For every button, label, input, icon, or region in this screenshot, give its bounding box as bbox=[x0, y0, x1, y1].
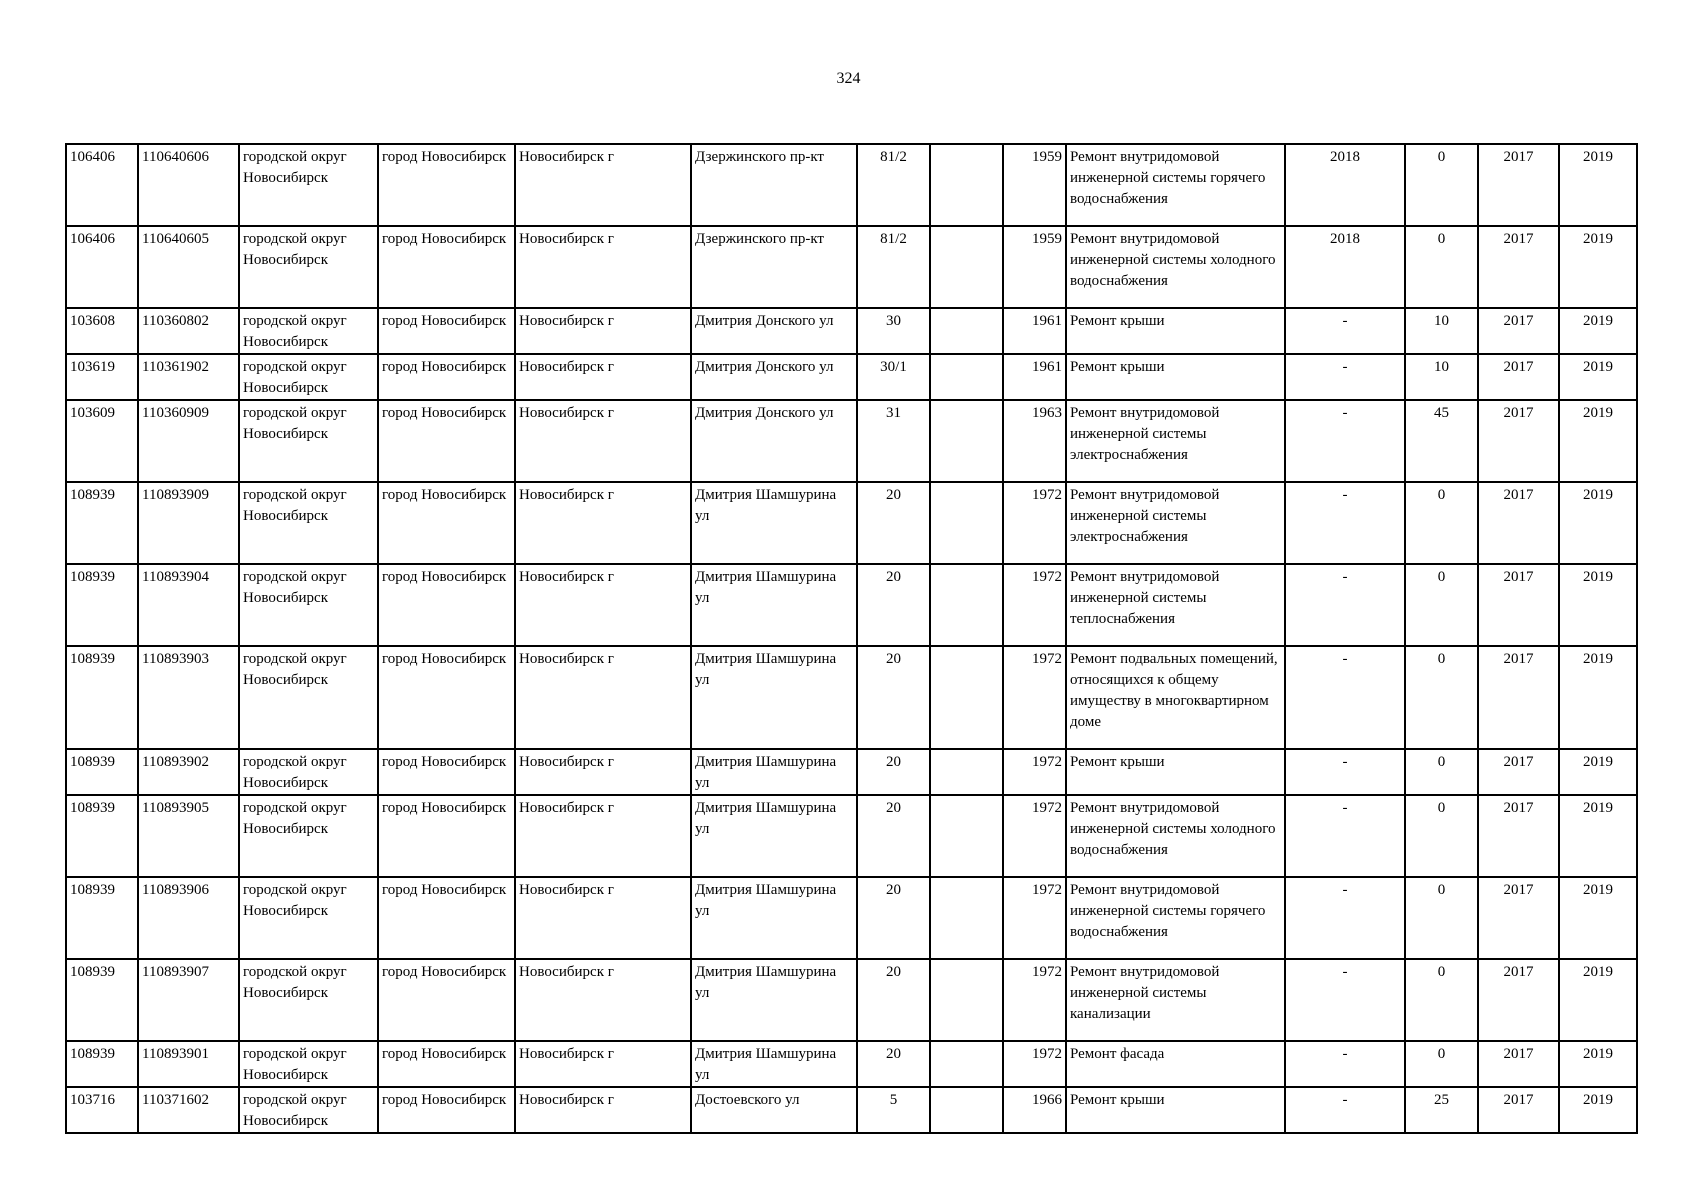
cell-plan-end: 2019 bbox=[1559, 400, 1637, 482]
cell-work-type: Ремонт подвальных помещений, относящихся к общему имуществу в многоквартирном доме bbox=[1066, 646, 1285, 749]
cell-street: Дмитрия Донского ул bbox=[691, 308, 857, 354]
cell-year: 1972 bbox=[1003, 959, 1066, 1041]
cell-id: 103716 bbox=[66, 1087, 138, 1133]
cell-street: Дмитрия Шамшурина ул bbox=[691, 795, 857, 877]
cell-plan-end: 2019 bbox=[1559, 354, 1637, 400]
cell-building bbox=[930, 1041, 1003, 1087]
cell-locality: Новосибирск г bbox=[515, 1041, 691, 1087]
cell-year: 1966 bbox=[1003, 1087, 1066, 1133]
cell-house: 31 bbox=[857, 400, 930, 482]
cell-previous-repair-year: - bbox=[1285, 354, 1405, 400]
cell-wear: 0 bbox=[1405, 226, 1478, 308]
cell-plan-start: 2017 bbox=[1478, 646, 1559, 749]
cell-district: городской округ Новосибирск bbox=[239, 144, 378, 226]
cell-house: 20 bbox=[857, 877, 930, 959]
cell-code: 110893901 bbox=[138, 1041, 239, 1087]
cell-plan-start: 2017 bbox=[1478, 400, 1559, 482]
cell-id: 106406 bbox=[66, 144, 138, 226]
cell-year: 1972 bbox=[1003, 749, 1066, 795]
cell-plan-end: 2019 bbox=[1559, 482, 1637, 564]
cell-work-type: Ремонт внутридомовой инженерной системы горячего водоснабжения bbox=[1066, 877, 1285, 959]
cell-street: Достоевского ул bbox=[691, 1087, 857, 1133]
cell-work-type: Ремонт внутридомовой инженерной системы канализации bbox=[1066, 959, 1285, 1041]
cell-plan-end: 2019 bbox=[1559, 564, 1637, 646]
cell-building bbox=[930, 1087, 1003, 1133]
cell-year: 1961 bbox=[1003, 308, 1066, 354]
cell-id: 108939 bbox=[66, 564, 138, 646]
cell-plan-start: 2017 bbox=[1478, 959, 1559, 1041]
cell-wear: 0 bbox=[1405, 482, 1478, 564]
cell-plan-end: 2019 bbox=[1559, 1041, 1637, 1087]
cell-year: 1972 bbox=[1003, 795, 1066, 877]
table-row bbox=[66, 354, 1637, 400]
cell-id: 106406 bbox=[66, 226, 138, 308]
cell-district: городской округ Новосибирск bbox=[239, 226, 378, 308]
cell-building bbox=[930, 959, 1003, 1041]
cell-settlement: город Новосибирск bbox=[378, 400, 515, 482]
cell-district: городской округ Новосибирск bbox=[239, 749, 378, 795]
table-row bbox=[66, 959, 1637, 1041]
cell-plan-end: 2019 bbox=[1559, 877, 1637, 959]
cell-id: 108939 bbox=[66, 795, 138, 877]
cell-plan-start: 2017 bbox=[1478, 226, 1559, 308]
cell-district: городской округ Новосибирск bbox=[239, 482, 378, 564]
cell-locality: Новосибирск г bbox=[515, 400, 691, 482]
cell-house: 30/1 bbox=[857, 354, 930, 400]
cell-code: 110361902 bbox=[138, 354, 239, 400]
cell-house: 20 bbox=[857, 646, 930, 749]
cell-settlement: город Новосибирск bbox=[378, 564, 515, 646]
cell-work-type: Ремонт внутридомовой инженерной системы холодного водоснабжения bbox=[1066, 226, 1285, 308]
cell-code: 110893909 bbox=[138, 482, 239, 564]
cell-building bbox=[930, 646, 1003, 749]
cell-street: Дмитрия Донского ул bbox=[691, 354, 857, 400]
table-row bbox=[66, 400, 1637, 482]
cell-plan-end: 2019 bbox=[1559, 1087, 1637, 1133]
cell-code: 110640605 bbox=[138, 226, 239, 308]
cell-settlement: город Новосибирск bbox=[378, 308, 515, 354]
cell-settlement: город Новосибирск bbox=[378, 144, 515, 226]
cell-previous-repair-year: - bbox=[1285, 959, 1405, 1041]
cell-wear: 0 bbox=[1405, 877, 1478, 959]
cell-previous-repair-year: 2018 bbox=[1285, 226, 1405, 308]
cell-street: Дмитрия Донского ул bbox=[691, 400, 857, 482]
cell-locality: Новосибирск г bbox=[515, 959, 691, 1041]
cell-id: 103619 bbox=[66, 354, 138, 400]
cell-work-type: Ремонт крыши bbox=[1066, 749, 1285, 795]
cell-code: 110371602 bbox=[138, 1087, 239, 1133]
table-row bbox=[66, 226, 1637, 308]
cell-house: 20 bbox=[857, 564, 930, 646]
cell-id: 108939 bbox=[66, 959, 138, 1041]
cell-previous-repair-year: - bbox=[1285, 646, 1405, 749]
cell-year: 1972 bbox=[1003, 564, 1066, 646]
cell-code: 110893902 bbox=[138, 749, 239, 795]
cell-code: 110893907 bbox=[138, 959, 239, 1041]
cell-street: Дмитрия Шамшурина ул bbox=[691, 877, 857, 959]
cell-house: 20 bbox=[857, 959, 930, 1041]
cell-work-type: Ремонт внутридомовой инженерной системы теплоснабжения bbox=[1066, 564, 1285, 646]
cell-year: 1959 bbox=[1003, 144, 1066, 226]
cell-district: городской округ Новосибирск bbox=[239, 1087, 378, 1133]
cell-locality: Новосибирск г bbox=[515, 1087, 691, 1133]
cell-plan-start: 2017 bbox=[1478, 1041, 1559, 1087]
cell-district: городской округ Новосибирск bbox=[239, 1041, 378, 1087]
cell-street: Дмитрия Шамшурина ул bbox=[691, 564, 857, 646]
cell-plan-start: 2017 bbox=[1478, 1087, 1559, 1133]
cell-house: 81/2 bbox=[857, 226, 930, 308]
cell-plan-start: 2017 bbox=[1478, 354, 1559, 400]
cell-building bbox=[930, 400, 1003, 482]
cell-previous-repair-year: - bbox=[1285, 749, 1405, 795]
cell-district: городской округ Новосибирск bbox=[239, 959, 378, 1041]
cell-building bbox=[930, 749, 1003, 795]
cell-house: 30 bbox=[857, 308, 930, 354]
cell-id: 103608 bbox=[66, 308, 138, 354]
cell-id: 108939 bbox=[66, 877, 138, 959]
cell-work-type: Ремонт внутридомовой инженерной системы электроснабжения bbox=[1066, 482, 1285, 564]
cell-locality: Новосибирск г bbox=[515, 749, 691, 795]
cell-id: 103609 bbox=[66, 400, 138, 482]
cell-id: 108939 bbox=[66, 482, 138, 564]
cell-work-type: Ремонт крыши bbox=[1066, 354, 1285, 400]
cell-plan-start: 2017 bbox=[1478, 144, 1559, 226]
cell-year: 1972 bbox=[1003, 877, 1066, 959]
table-row bbox=[66, 1087, 1637, 1133]
cell-work-type: Ремонт внутридомовой инженерной системы горячего водоснабжения bbox=[1066, 144, 1285, 226]
cell-locality: Новосибирск г bbox=[515, 308, 691, 354]
table-row bbox=[66, 877, 1637, 959]
cell-street: Дмитрия Шамшурина ул bbox=[691, 482, 857, 564]
cell-house: 20 bbox=[857, 482, 930, 564]
cell-building bbox=[930, 482, 1003, 564]
cell-code: 110893905 bbox=[138, 795, 239, 877]
cell-year: 1963 bbox=[1003, 400, 1066, 482]
cell-code: 110893906 bbox=[138, 877, 239, 959]
cell-year: 1972 bbox=[1003, 482, 1066, 564]
cell-previous-repair-year: - bbox=[1285, 564, 1405, 646]
cell-work-type: Ремонт фасада bbox=[1066, 1041, 1285, 1087]
table-row bbox=[66, 144, 1637, 226]
cell-code: 110893903 bbox=[138, 646, 239, 749]
cell-settlement: город Новосибирск bbox=[378, 226, 515, 308]
cell-house: 20 bbox=[857, 795, 930, 877]
cell-plan-end: 2019 bbox=[1559, 959, 1637, 1041]
page-number: 324 bbox=[836, 70, 861, 87]
cell-id: 108939 bbox=[66, 1041, 138, 1087]
cell-building bbox=[930, 226, 1003, 308]
cell-plan-end: 2019 bbox=[1559, 795, 1637, 877]
cell-district: городской округ Новосибирск bbox=[239, 646, 378, 749]
cell-plan-end: 2019 bbox=[1559, 226, 1637, 308]
cell-previous-repair-year: - bbox=[1285, 1087, 1405, 1133]
cell-settlement: город Новосибирск bbox=[378, 877, 515, 959]
cell-work-type: Ремонт крыши bbox=[1066, 1087, 1285, 1133]
cell-building bbox=[930, 877, 1003, 959]
cell-plan-end: 2019 bbox=[1559, 749, 1637, 795]
cell-wear: 0 bbox=[1405, 646, 1478, 749]
cell-street: Дмитрия Шамшурина ул bbox=[691, 749, 857, 795]
cell-year: 1961 bbox=[1003, 354, 1066, 400]
cell-wear: 0 bbox=[1405, 144, 1478, 226]
cell-district: городской округ Новосибирск bbox=[239, 795, 378, 877]
cell-plan-start: 2017 bbox=[1478, 749, 1559, 795]
cell-settlement: город Новосибирск bbox=[378, 1041, 515, 1087]
cell-district: городской округ Новосибирск bbox=[239, 400, 378, 482]
table-row bbox=[66, 646, 1637, 749]
cell-work-type: Ремонт крыши bbox=[1066, 308, 1285, 354]
cell-house: 81/2 bbox=[857, 144, 930, 226]
cell-plan-end: 2019 bbox=[1559, 308, 1637, 354]
table-row bbox=[66, 308, 1637, 354]
cell-wear: 0 bbox=[1405, 749, 1478, 795]
cell-wear: 10 bbox=[1405, 308, 1478, 354]
cell-settlement: город Новосибирск bbox=[378, 482, 515, 564]
cell-plan-end: 2019 bbox=[1559, 144, 1637, 226]
cell-plan-end: 2019 bbox=[1559, 646, 1637, 749]
cell-previous-repair-year: - bbox=[1285, 877, 1405, 959]
cell-code: 110360909 bbox=[138, 400, 239, 482]
cell-previous-repair-year: - bbox=[1285, 795, 1405, 877]
cell-building bbox=[930, 144, 1003, 226]
cell-street: Дзержинского пр-кт bbox=[691, 144, 857, 226]
cell-settlement: город Новосибирск bbox=[378, 1087, 515, 1133]
cell-code: 110640606 bbox=[138, 144, 239, 226]
cell-house: 20 bbox=[857, 749, 930, 795]
table-row bbox=[66, 1041, 1637, 1087]
cell-building bbox=[930, 564, 1003, 646]
cell-wear: 10 bbox=[1405, 354, 1478, 400]
repair-registry-table bbox=[65, 143, 1638, 1134]
cell-wear: 0 bbox=[1405, 1041, 1478, 1087]
cell-district: городской округ Новосибирск bbox=[239, 564, 378, 646]
cell-plan-start: 2017 bbox=[1478, 564, 1559, 646]
cell-house: 20 bbox=[857, 1041, 930, 1087]
cell-previous-repair-year: - bbox=[1285, 400, 1405, 482]
cell-plan-start: 2017 bbox=[1478, 877, 1559, 959]
cell-building bbox=[930, 795, 1003, 877]
cell-previous-repair-year: - bbox=[1285, 1041, 1405, 1087]
cell-work-type: Ремонт внутридомовой инженерной системы холодного водоснабжения bbox=[1066, 795, 1285, 877]
cell-year: 1972 bbox=[1003, 646, 1066, 749]
cell-wear: 45 bbox=[1405, 400, 1478, 482]
cell-building bbox=[930, 308, 1003, 354]
cell-year: 1959 bbox=[1003, 226, 1066, 308]
cell-wear: 0 bbox=[1405, 564, 1478, 646]
cell-house: 5 bbox=[857, 1087, 930, 1133]
cell-plan-start: 2017 bbox=[1478, 795, 1559, 877]
cell-locality: Новосибирск г bbox=[515, 795, 691, 877]
table-row bbox=[66, 749, 1637, 795]
cell-locality: Новосибирск г bbox=[515, 646, 691, 749]
table-row bbox=[66, 564, 1637, 646]
cell-code: 110360802 bbox=[138, 308, 239, 354]
cell-plan-start: 2017 bbox=[1478, 308, 1559, 354]
cell-locality: Новосибирск г bbox=[515, 226, 691, 308]
cell-settlement: город Новосибирск bbox=[378, 354, 515, 400]
cell-locality: Новосибирск г bbox=[515, 354, 691, 400]
cell-previous-repair-year: 2018 bbox=[1285, 144, 1405, 226]
cell-settlement: город Новосибирск bbox=[378, 646, 515, 749]
cell-id: 108939 bbox=[66, 646, 138, 749]
table-row bbox=[66, 795, 1637, 877]
cell-plan-start: 2017 bbox=[1478, 482, 1559, 564]
cell-locality: Новосибирск г bbox=[515, 564, 691, 646]
cell-settlement: город Новосибирск bbox=[378, 959, 515, 1041]
cell-district: городской округ Новосибирск bbox=[239, 308, 378, 354]
cell-district: городской округ Новосибирск bbox=[239, 877, 378, 959]
cell-settlement: город Новосибирск bbox=[378, 795, 515, 877]
cell-wear: 0 bbox=[1405, 959, 1478, 1041]
cell-street: Дмитрия Шамшурина ул bbox=[691, 646, 857, 749]
cell-settlement: город Новосибирск bbox=[378, 749, 515, 795]
cell-building bbox=[930, 354, 1003, 400]
cell-district: городской округ Новосибирск bbox=[239, 354, 378, 400]
cell-wear: 0 bbox=[1405, 795, 1478, 877]
table-row bbox=[66, 482, 1637, 564]
cell-locality: Новосибирск г bbox=[515, 144, 691, 226]
cell-wear: 25 bbox=[1405, 1087, 1478, 1133]
cell-street: Дзержинского пр-кт bbox=[691, 226, 857, 308]
cell-previous-repair-year: - bbox=[1285, 482, 1405, 564]
cell-work-type: Ремонт внутридомовой инженерной системы электроснабжения bbox=[1066, 400, 1285, 482]
cell-code: 110893904 bbox=[138, 564, 239, 646]
cell-locality: Новосибирск г bbox=[515, 877, 691, 959]
cell-street: Дмитрия Шамшурина ул bbox=[691, 1041, 857, 1087]
cell-id: 108939 bbox=[66, 749, 138, 795]
cell-previous-repair-year: - bbox=[1285, 308, 1405, 354]
cell-locality: Новосибирск г bbox=[515, 482, 691, 564]
cell-year: 1972 bbox=[1003, 1041, 1066, 1087]
cell-street: Дмитрия Шамшурина ул bbox=[691, 959, 857, 1041]
